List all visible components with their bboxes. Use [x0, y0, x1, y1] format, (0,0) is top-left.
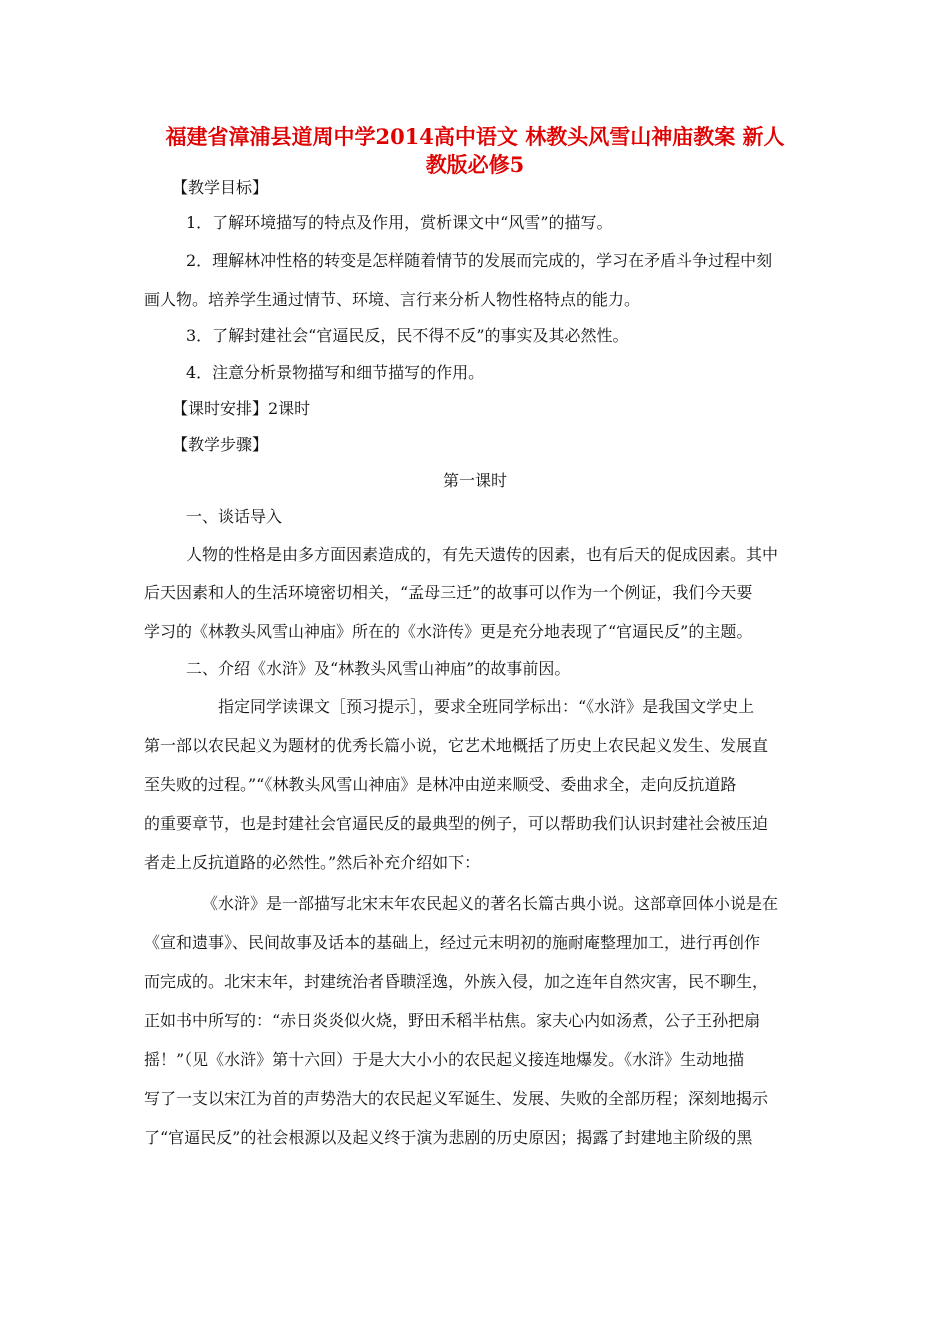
paragraph-line: 人物的性格是由多方面因素造成的，有先天遗传的因素，也有后天的促成因素。其中: [186, 545, 779, 564]
paragraph-line: 至失败的过程。”“《林教头风雪山神庙》是林冲由逆来顺受、委曲求全，走向反抗道路: [144, 775, 737, 794]
paragraph-line: 第一部以农民起义为题材的优秀长篇小说，它艺术地概括了历史上农民起义发生、发展直: [144, 736, 769, 755]
paragraph-line: 指定同学读课文［预习提示］，要求全班同学标出：“《水浒》是我国文学史上: [218, 697, 755, 716]
subsection-heading-background: 二、介绍《水浒》及“林教头风雪山神庙”的故事前因。: [186, 659, 571, 678]
section-heading-schedule: 【课时安排】2课时: [172, 399, 311, 418]
section-heading-objectives: 【教学目标】: [172, 178, 269, 197]
paragraph-line: 正如书中所写的：“赤日炎炎似火烧，野田禾稻半枯焦。家夫心内如汤煮，公子王孙把扇: [144, 1011, 761, 1030]
section-heading-steps: 【教学步骤】: [172, 435, 269, 454]
paragraph-line: 后天因素和人的生活环境密切相关，“孟母三迁”的故事可以作为一个例证，我们今天要: [144, 583, 753, 602]
paragraph-line: 而完成的。北宋末年，封建统治者昏聩淫逸，外族入侵，加之连年自然灾害，民不聊生，: [144, 972, 769, 991]
subsection-heading-intro: 一、谈话导入: [186, 507, 283, 526]
objective-3: 3．了解封建社会“官逼民反，民不得不反”的事实及其必然性。: [186, 326, 629, 345]
document-title-line-1: 福建省漳浦县道周中学2014高中语文 林教头风雪山神庙教案 新人: [165, 124, 785, 149]
objective-2-continued: 画人物。培养学生通过情节、环境、言行来分析人物性格特点的能力。: [144, 290, 641, 309]
paragraph-line: 了“官逼民反”的社会根源以及起义终于演为悲剧的历史原因；揭露了封建地主阶级的黑: [144, 1128, 753, 1147]
paragraph-line: 学习的《林教头风雪山神庙》所在的《水浒传》更是充分地表现了“官逼民反”的主题。: [144, 622, 753, 641]
paragraph-line: 摇！”（见《水浒》第十六回）于是大大小小的农民起义接连地爆发。《水浒》生动地描: [144, 1050, 745, 1069]
document-title-line-2: 教版必修5: [425, 152, 525, 177]
objective-1: 1．了解环境描写的特点及作用，赏析课文中“风雪”的描写。: [186, 213, 613, 232]
paragraph-line: 《宣和遗事》、民间故事及话本的基础上，经过元末明初的施耐庵整理加工，进行再创作: [144, 933, 761, 952]
paragraph-line: 者走上反抗道路的必然性。”然后补充介绍如下：: [144, 853, 481, 872]
objective-2: 2．理解林冲性格的转变是怎样随着情节的发展而完成的，学习在矛盾斗争过程中刻: [186, 251, 773, 270]
paragraph-line: 的重要章节，也是封建社会官逼民反的最典型的例子，可以帮助我们认识封建社会被压迫: [144, 814, 769, 833]
objective-4: 4．注意分析景物描写和细节描写的作用。: [186, 363, 485, 382]
lesson-heading: 第一课时: [442, 471, 507, 490]
paragraph-line: 写了一支以宋江为首的声势浩大的农民起义军诞生、发展、失败的全部历程；深刻地揭示: [144, 1089, 769, 1108]
paragraph-line: 《水浒》是一部描写北宋末年农民起义的著名长篇古典小说。这部章回体小说是在: [202, 894, 779, 913]
